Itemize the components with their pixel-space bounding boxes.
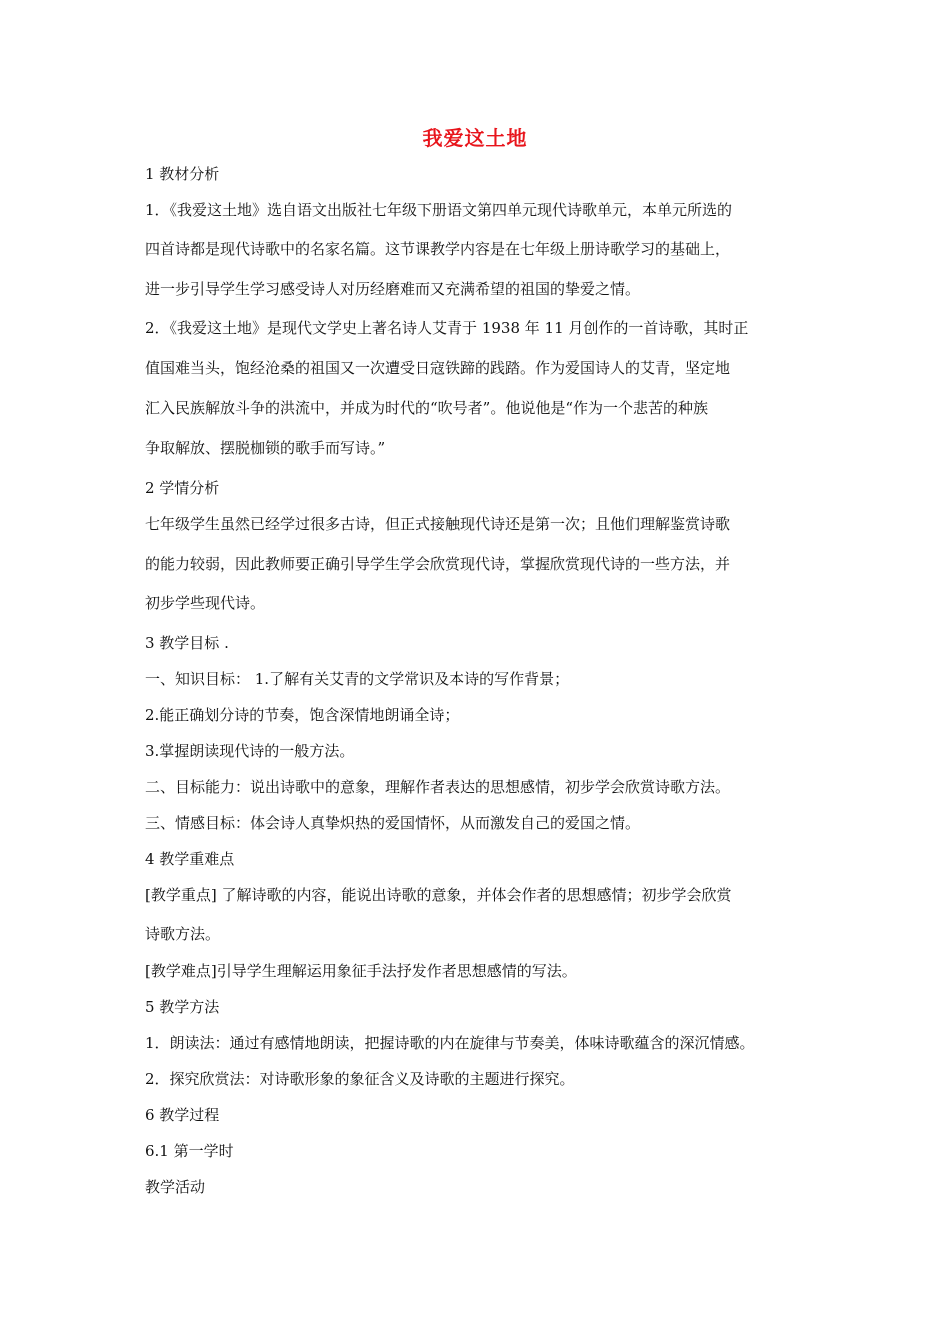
section-heading-teaching-goals: 3 教学目标 . — [145, 634, 229, 652]
subsection-heading: 6.1 第一学时 — [145, 1142, 234, 1160]
paragraph-line: 1．朗读法：通过有感情地朗读，把握诗歌的内在旋律与节奏美，体味诗歌蕴含的深沉情感。 — [145, 1034, 755, 1052]
section-heading-textbook-analysis: 1 教材分析 — [145, 165, 220, 183]
paragraph-line: 的能力较弱，因此教师要正确引导学生学会欣赏现代诗，掌握欣赏现代诗的一些方法，并 — [145, 555, 731, 573]
paragraph-line: 汇入民族解放斗争的洪流中，并成为时代的“吹号者”。他说他是“作为一个悲苦的种族 — [145, 399, 709, 417]
paragraph-line: [教学难点]引导学生理解运用象征手法抒发作者思想感情的写法。 — [145, 962, 577, 980]
paragraph-line: 3.掌握朗读现代诗的一般方法。 — [145, 742, 355, 760]
paragraph-line: 七年级学生虽然已经学过很多古诗，但正式接触现代诗还是第一次；且他们理解鉴赏诗歌 — [145, 515, 731, 533]
section-heading-key-points: 4 教学重难点 — [145, 850, 235, 868]
paragraph-line: 争取解放、摆脱枷锁的歌手而写诗。” — [145, 439, 386, 457]
paragraph-line: 进一步引导学生学习感受诗人对历经磨难而又充满希望的祖国的挚爱之情。 — [145, 280, 641, 298]
paragraph-line: [教学重点] 了解诗歌的内容，能说出诗歌的意象，并体会作者的思想感情；初步学会欣赏 — [145, 886, 732, 904]
paragraph-line: 1．《我爱这土地》选自语文出版社七年级下册语文第四单元现代诗歌单元，本单元所选的 — [145, 201, 733, 219]
paragraph-line: 四首诗都是现代诗歌中的名家名篇。这节课教学内容是在七年级上册诗歌学习的基础上， — [145, 240, 731, 258]
paragraph-line: 二、目标能力：说出诗歌中的意象，理解作者表达的思想感情，初步学会欣赏诗歌方法。 — [145, 778, 731, 796]
paragraph-line: 2．《我爱这土地》是现代文学史上著名诗人艾青于 1938 年 11 月创作的一首诗歌，其时正 — [145, 319, 749, 337]
paragraph-line: 值国难当头，饱经沧桑的祖国又一次遭受日寇铁蹄的践踏。作为爱国诗人的艾青，坚定地 — [145, 359, 731, 377]
paragraph-line: 诗歌方法。 — [145, 925, 221, 943]
paragraph-line: 初步学些现代诗。 — [145, 594, 266, 612]
paragraph-line: 2.能正确划分诗的节奏，饱含深情地朗诵全诗； — [145, 706, 460, 724]
section-heading-teaching-process: 6 教学过程 — [145, 1106, 220, 1124]
section-heading-teaching-methods: 5 教学方法 — [145, 998, 220, 1016]
paragraph-line: 2．探究欣赏法：对诗歌形象的象征含义及诗歌的主题进行探究。 — [145, 1070, 575, 1088]
section-heading-student-analysis: 2 学情分析 — [145, 479, 220, 497]
paragraph-line: 一、知识目标： 1.了解有关艾青的文学常识及本诗的写作背景； — [145, 670, 570, 688]
paragraph-line: 三、情感目标：体会诗人真挚炽热的爱国情怀，从而激发自己的爱国之情。 — [145, 814, 641, 832]
paragraph-line: 教学活动 — [145, 1178, 206, 1196]
document-title: 我爱这土地 — [422, 126, 528, 150]
